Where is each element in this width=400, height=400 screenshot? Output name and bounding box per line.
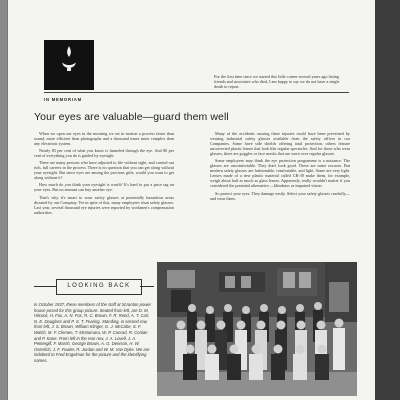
- article-column-left: [34, 131, 174, 217]
- paragraph: Some employees may think the eye protection programme is a nuisance. The glasses are uncomfortable. They don't look good. These are some excuses. But modern safety glasses are fashionable, comfortable, and light. Some are very light. Lenses made of a new plastic material called CR-39 make them, for example, weigh about half as much as glass lenses. Apparently, really wouldn't matter if you considered the potential alternative —blindness or impaired vision.: [210, 158, 350, 189]
- looking-back-rule: [34, 286, 56, 287]
- group-photo: [157, 262, 357, 396]
- memoriam-emblem: [44, 40, 94, 90]
- group-photo-image: [157, 262, 357, 396]
- article-column-right: [210, 131, 350, 203]
- paragraph: How much do you think your eyesight is worth? It's hard to put a price tag on your eyes. But no amount can buy another eye.: [34, 182, 174, 193]
- memoriam-text: For the first time since we started this little corner several years ago listing friends and associates who died, I am happy to say we do not have a single death to report.: [214, 74, 340, 89]
- paragraph: Nearly 85 per cent of what you know is funneled through the eye. And 80 per cent of everything you do is guided by eyesight.: [34, 148, 174, 159]
- paragraph: There are many persons who have adjusted to life without sight, and carried out rich, full careers in the process. There is no question that you can get along without your eyesight. But since eyes are among the precious gifts, would you want to get along without it?: [34, 160, 174, 181]
- article-headline: Your eyes are valuable—guard them well: [34, 111, 229, 123]
- paragraph: When we open our eyes in the morning we set in motion a process faster than sound, more efficient than photographs and a thousand times more complex than any electronic system.: [34, 131, 174, 147]
- paragraph: Many of the accidents causing these injuries could have been prevented by wearing industrial safety glasses available from the safety offices in our Companies. Some have side shields offering total protection, others feature uncorrected plastic lenses that look like regular spectacles. And for those who wear glasses, there are goggles or face masks that are worn over regular glasses.: [210, 131, 350, 157]
- paragraph: So protect your eyes. They damage easily. Select your safety glasses carefully—and wear them.: [210, 190, 350, 201]
- looking-back-rule: [140, 286, 154, 287]
- paragraph: That's why it's smart to wear safety glasses at potentially hazardous areas dictated by our Company. Yet in spite of this, many employees shun safety glasses. Last year, several thousand eye injuries were reported by workmen's compensation authorities.: [34, 194, 174, 215]
- oil-lamp-icon: [61, 44, 77, 74]
- memoriam-label: IN MEMORIAM: [44, 97, 82, 102]
- looking-back-title: LOOKING BACK: [67, 283, 131, 289]
- page-edge: [375, 0, 400, 400]
- photo-caption: In October 1937, these members of the staff at Scranton power house posed for this group picture. Seated from left, are D. M. Hilcock, H. Fox, A. N. Fox, R. C. Brown, F. R. Reed, A. T. Carl, N. E. Douglass and P. S. T. Fearing. Standing, in second row, from left, J. S. Brown, William Klinger, G. J. McCabe, S. F. Walsh, M. F. Clemen, T. McNamara, W. P. Conrad, R. Conlan and P. Kane. From left in the rear row, J. A. Lovell, J. A. Pettengill, F. Marsh, George Brown, A. G. Denison, H. W. Osterlich, J. F. Fowler, R. Jordan and W. M. Van Dyke. We are indebted to Fred Engelman for the picture and the identifying names.: [34, 302, 152, 363]
- looking-back-box: [56, 279, 142, 295]
- memoriam-rule: [44, 92, 349, 93]
